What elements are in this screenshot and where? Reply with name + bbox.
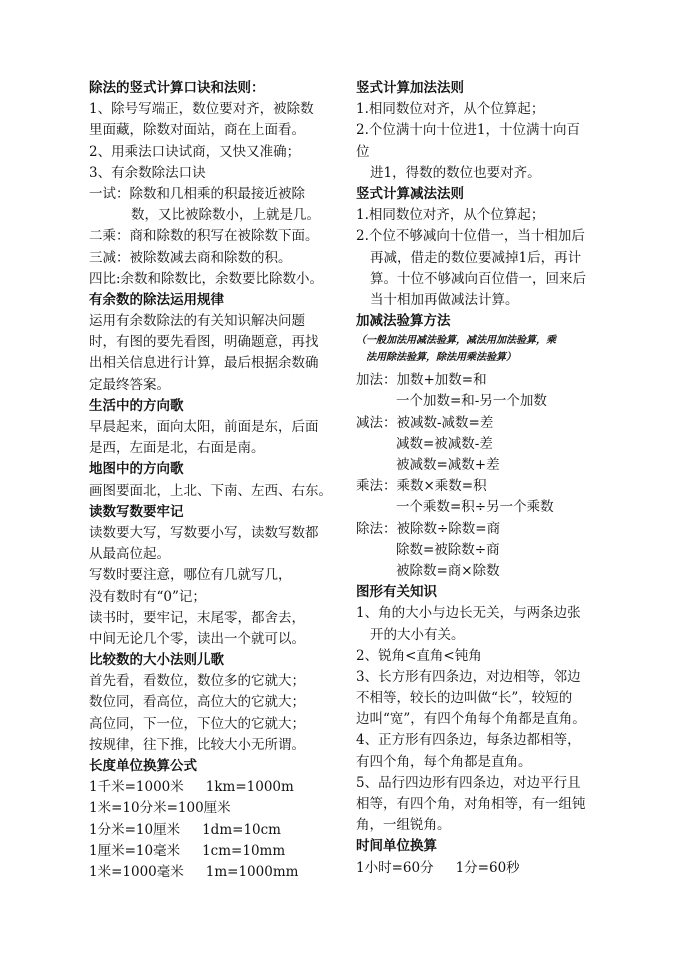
compare-line: 数位同，看高位，高位大的它就大； bbox=[89, 694, 305, 711]
length-en: 1km=1000m bbox=[205, 779, 294, 796]
div-label: 除法： bbox=[356, 520, 397, 537]
add-rule-line: 进1，得数的数位也要对齐。 bbox=[370, 164, 541, 181]
division-line: 3、有余数除法口诀 bbox=[89, 164, 206, 181]
time-minute: 1分=60秒 bbox=[455, 859, 520, 876]
length-en: 1m=1000mm bbox=[205, 863, 299, 880]
read-write-line: 读数要大写，写数要小写，读数写数都 bbox=[89, 524, 319, 541]
division-line: 里面藏，除数对面站，商在上面看。 bbox=[89, 122, 305, 139]
compare-line: 首先看，看数位，数位多的它就大； bbox=[89, 673, 305, 690]
add-rule-line: 位 bbox=[356, 143, 370, 160]
add-label: 加法： bbox=[356, 372, 397, 389]
add-formula-row bbox=[356, 370, 606, 391]
div-formula: 被除数÷除数=商 bbox=[396, 520, 501, 537]
sub-formula: 被减数-减数=差 bbox=[396, 414, 494, 431]
remainder-line: 时，有图的要先看图，明确题意，再找 bbox=[89, 334, 319, 351]
compare-line: 高位同，下一位，下位大的它就大； bbox=[89, 715, 305, 732]
division-line: 四比:余数和除数比，余数要比除数小。 bbox=[89, 270, 324, 287]
compare-line: 按规律，往下推，比较大小无所谓。 bbox=[89, 736, 305, 753]
division-line: 一试：除数和几相乘的积最接近被除 bbox=[89, 185, 305, 202]
right-column bbox=[356, 78, 606, 879]
shape-line: 4、正方形有四条边，每条边都相等， bbox=[356, 732, 581, 749]
sub-rule-line: 算。十位不够减向百位借一，回来后 bbox=[370, 270, 586, 287]
sub-formula: 减数=被减数-差 bbox=[396, 435, 493, 452]
division-line: 二乘：商和除数的积写在被除数下面。 bbox=[89, 228, 319, 245]
life-direction-title: 生活中的方向歌 bbox=[89, 397, 184, 414]
length-row bbox=[89, 862, 334, 883]
sub-rule-line: 2.个位不够减向十位借一，当十相加后 bbox=[356, 228, 585, 245]
shape-line: 3、长方形有四条边，对边相等，邻边 bbox=[356, 668, 581, 685]
time-hour: 1小时=60分 bbox=[356, 859, 434, 876]
check-title: 加减法验算方法 bbox=[356, 313, 451, 330]
mul-formula-row bbox=[356, 476, 606, 497]
shape-line: 不相等，较长的边叫做“长”，较短的 bbox=[356, 690, 573, 707]
read-write-line: 读书时，要牢记，末尾零，都舍去， bbox=[89, 609, 305, 626]
mul-formula: 一个乘数=积÷另一个乘数 bbox=[396, 499, 554, 516]
length-en: 1cm=10mm bbox=[202, 842, 286, 859]
remainder-line: 运用有余数除法的有关知识解决问题 bbox=[89, 313, 305, 330]
length-title: 长度单位换算公式 bbox=[89, 758, 197, 774]
read-write-line: 从最高位起。 bbox=[89, 546, 170, 563]
division-line: 2、用乘法口诀试商，又快又准确； bbox=[89, 143, 301, 160]
division-title: 除法的竖式计算口诀和法则： bbox=[89, 80, 265, 96]
length-cn: 1米=10分米=100厘米 bbox=[89, 800, 231, 817]
length-cn: 1千米=1000米 bbox=[89, 779, 184, 796]
shape-title: 图形有关知识 bbox=[356, 584, 437, 601]
life-direction-line: 早晨起来，面向太阳，前面是东，后面 bbox=[89, 419, 319, 435]
sub-rule-line: 再减，借走的数位要减掉1后，再计 bbox=[370, 249, 582, 266]
sub-formula-row bbox=[356, 413, 606, 434]
length-cn: 1厘米=10毫米 bbox=[89, 842, 181, 859]
div-formula: 除数=被除数÷商 bbox=[396, 541, 500, 558]
length-cn: 1米=1000毫米 bbox=[89, 863, 184, 880]
sub-label: 减法： bbox=[356, 414, 397, 431]
length-en: 1dm=10cm bbox=[202, 821, 281, 838]
add-rule-line: 1.相同数位对齐，从个位算起； bbox=[356, 101, 545, 118]
map-direction-title: 地图中的方向歌 bbox=[89, 461, 184, 478]
sub-formula: 被减数=减数+差 bbox=[396, 457, 500, 473]
shape-line: 相等，有四个角，对角相等，有一组钝 bbox=[356, 796, 586, 812]
sub-rule-line: 1.相同数位对齐，从个位算起； bbox=[356, 207, 545, 224]
length-row bbox=[89, 820, 334, 841]
read-write-line: 中间无论几个零，读出一个就可以。 bbox=[89, 630, 305, 647]
add-rule-title: 竖式计算加法法则 bbox=[356, 80, 464, 96]
sub-rule-title: 竖式计算减法法则 bbox=[356, 185, 464, 202]
check-note: （一般加法用减法验算，减法用加法验算，乘 bbox=[356, 335, 556, 347]
length-row bbox=[89, 841, 334, 862]
add-formula: 加数+加数=和 bbox=[396, 372, 487, 389]
length-cn: 1分米=10厘米 bbox=[89, 821, 181, 838]
length-row bbox=[89, 798, 334, 819]
add-rule-line: 2.个位满十向十位进1，十位满十向百 bbox=[356, 122, 580, 139]
remainder-line: 出相关信息进行计算，最后根据余数确 bbox=[89, 355, 319, 372]
shape-line: 角，一组锐角。 bbox=[356, 817, 451, 834]
shape-line: 1、角的大小与边长无关，与两条边张 bbox=[356, 605, 581, 622]
length-row bbox=[89, 777, 334, 798]
shape-line: 2、锐角<直角<钝角 bbox=[356, 647, 482, 664]
shape-line: 边叫“宽”，有四个角每个角都是直角。 bbox=[356, 711, 586, 728]
shape-line: 开的大小有关。 bbox=[370, 626, 465, 643]
add-formula: 一个加数=和-另一个加数 bbox=[396, 393, 547, 410]
sub-rule-line: 当十相加再做减法计算。 bbox=[370, 291, 519, 308]
read-write-line: 写数时要注意，哪位有几就写几， bbox=[89, 567, 292, 584]
division-line: 三减：被除数减去商和除数的积。 bbox=[89, 249, 292, 266]
life-direction-line: 是西，左面是北，右面是南。 bbox=[89, 440, 265, 457]
time-row bbox=[356, 858, 606, 879]
read-write-line: 没有数时有“0”记； bbox=[89, 588, 206, 605]
shape-line: 有四个角，每个角都是直角。 bbox=[356, 753, 532, 770]
mul-formula: 乘数×乘数=积 bbox=[396, 478, 487, 495]
remainder-line: 定最终答案。 bbox=[89, 376, 170, 393]
mul-label: 乘法： bbox=[356, 478, 397, 495]
div-formula: 被除数=商×除数 bbox=[396, 562, 500, 579]
division-line: 数，又比被除数小，上就是几。 bbox=[131, 207, 320, 224]
shape-line: 5、品行四边形有四条边，对边平行且 bbox=[356, 774, 581, 791]
compare-title: 比较数的大小法则儿歌 bbox=[89, 652, 224, 669]
remainder-title: 有余数的除法运用规律 bbox=[89, 291, 224, 308]
division-line: 1、除号写端正，数位要对齐，被除数 bbox=[89, 101, 314, 118]
div-formula-row bbox=[356, 519, 606, 540]
time-title: 时间单位换算 bbox=[356, 838, 437, 855]
left-column bbox=[89, 78, 334, 883]
map-direction-line: 画图要面北，上北、下南、左西、右东。 bbox=[89, 482, 332, 499]
check-note: 法用除法验算，除法用乘法验算） bbox=[366, 352, 516, 364]
read-write-title: 读数写数要牢记 bbox=[89, 503, 184, 520]
